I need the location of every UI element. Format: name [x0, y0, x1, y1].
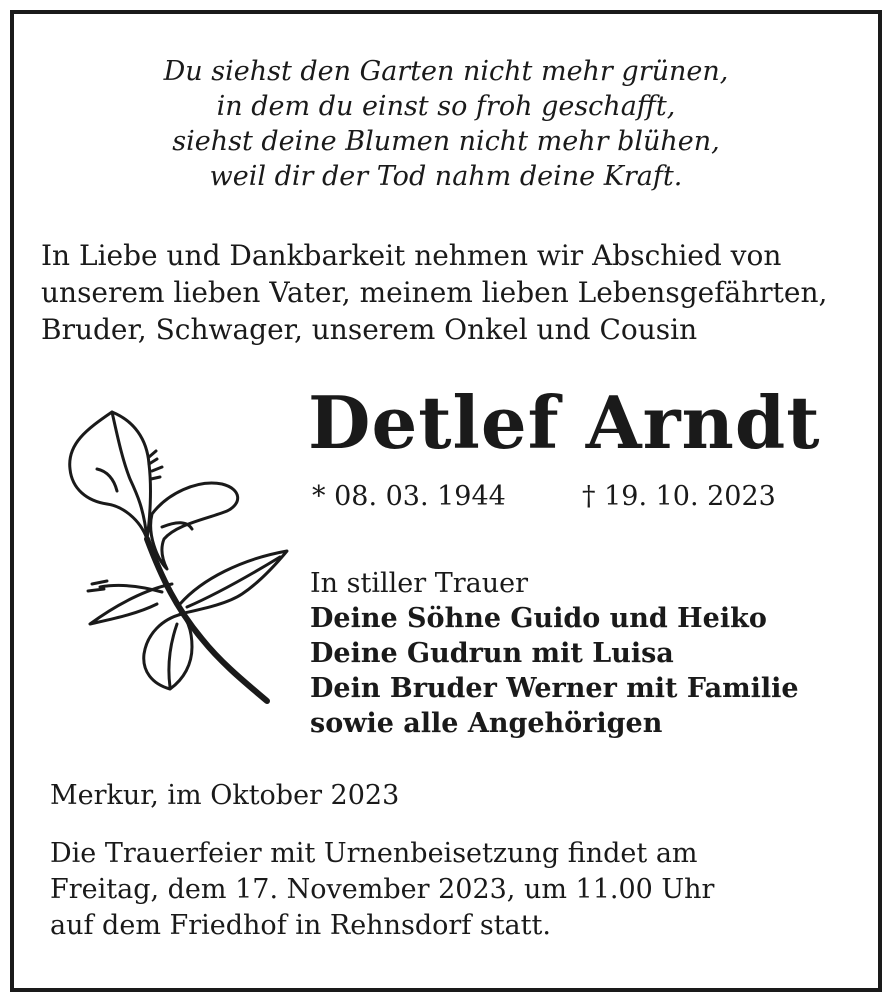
farewell-text: [41, 237, 861, 348]
mourner-line: Deine Söhne Guido und Heiko: [310, 603, 767, 634]
deceased-name: Detlef Arndt: [308, 380, 821, 465]
mourner-line: Deine Gudrun mit Luisa: [310, 638, 674, 669]
funeral-line: Freitag, dem 17. November 2023, um 11.00 Uhr: [50, 874, 715, 905]
verse-line: Du siehst den Garten nicht mehr grünen,: [163, 56, 729, 87]
death-date: † 19. 10. 2023: [582, 481, 776, 512]
mourners-block: [310, 566, 799, 741]
verse-line: in dem du einst so froh geschafft,: [216, 91, 676, 122]
funeral-line: auf dem Friedhof in Rehnsdorf statt.: [50, 910, 551, 941]
mourner-line: Dein Bruder Werner mit Familie: [310, 673, 799, 704]
intro-line: In Liebe und Dankbarkeit nehmen wir Abschied von: [41, 239, 782, 272]
place-date: Merkur, im Oktober 2023: [50, 780, 400, 811]
funeral-line: Die Trauerfeier mit Urnenbeisetzung findet am: [50, 838, 698, 869]
verse-line: siehst deine Blumen nicht mehr blühen,: [172, 126, 720, 157]
funeral-info: [50, 836, 770, 944]
mourner-line: sowie alle Angehörigen: [310, 708, 663, 739]
obituary-notice: [10, 10, 882, 992]
birth-date: * 08. 03. 1944: [312, 481, 506, 512]
memorial-verse: [14, 54, 878, 194]
intro-line: Bruder, Schwager, unserem Onkel und Cousin: [41, 313, 698, 346]
calla-lily-icon: [52, 409, 292, 709]
intro-line: unserem lieben Vater, meinem lieben Lebensgefährten,: [41, 276, 828, 309]
mourners-heading: In stiller Trauer: [310, 568, 529, 599]
verse-line: weil dir der Tod nahm deine Kraft.: [209, 161, 683, 192]
